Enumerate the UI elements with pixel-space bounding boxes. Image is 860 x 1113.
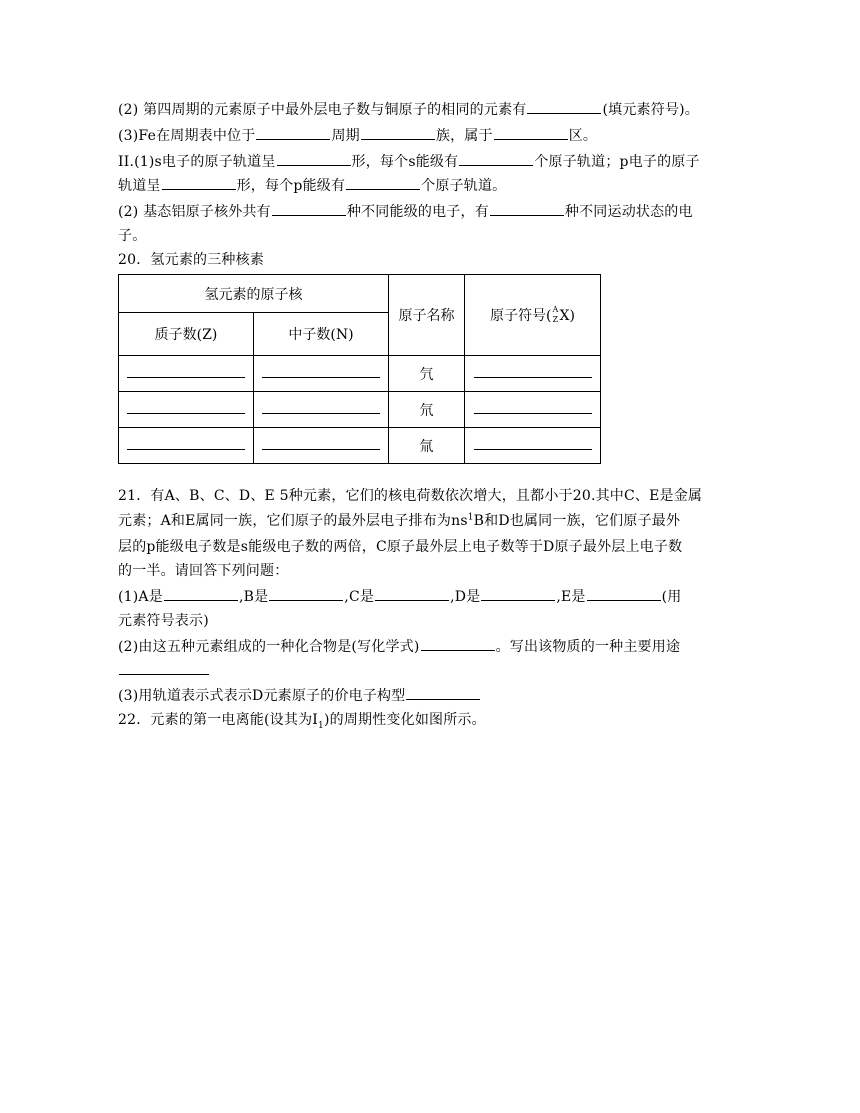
q19-part3: (3)Fe在周期表中位于 周期 族，属于 区。 xyxy=(118,124,738,148)
answer-blank[interactable] xyxy=(262,401,380,414)
answer-blank[interactable] xyxy=(375,585,449,601)
answer-blank[interactable] xyxy=(527,98,601,114)
header-atom-symbol: 原子符号( A Z X) xyxy=(465,275,601,356)
q21-stem-line3: 层的p能级电子数是s能级电子数的两倍，C原子最外层上电子数等于D原子最外层上电子数 xyxy=(118,539,683,555)
q21-part1-line1: (1)A是 ,B是 ,C是 ,D是 ,E是 (用 xyxy=(118,585,738,609)
answer-blank[interactable] xyxy=(474,365,592,378)
q21-stem-line1: 21．有A、B、C、D、E 5种元素，它们的核电荷数依次增大，且都小于20.其中C、E是金属 xyxy=(118,488,703,504)
q19-ii-part2-line2: 子。 xyxy=(118,228,147,244)
answer-blank[interactable] xyxy=(162,174,236,190)
answer-blank[interactable] xyxy=(587,585,661,601)
q19-ii-part2-line1: (2) 基态铝原子核外共有 种不同能级的电子，有 种不同运动状态的电 xyxy=(118,200,738,224)
q19-part2: (2) 第四周期的元素原子中最外层电子数与铜原子的相同的元素有 (填元素符号)。 xyxy=(118,98,738,122)
answer-blank[interactable] xyxy=(421,635,495,651)
answer-blank[interactable] xyxy=(494,124,568,140)
atom-name: 氕 xyxy=(389,356,465,392)
answer-blank[interactable] xyxy=(474,437,592,450)
q21-part2-blank-line xyxy=(118,659,738,683)
q21-stem-line2: 元素；A和E属同一族，它们原子的最外层电子排布为$ns^1B$和D也属同一族，它们原子最外 xyxy=(118,512,681,529)
answer-blank[interactable] xyxy=(262,437,380,450)
answer-blank[interactable] xyxy=(269,585,343,601)
answer-blank[interactable] xyxy=(272,200,346,216)
answer-blank[interactable] xyxy=(164,585,238,601)
q20-title: 20．氢元素的三种核素 xyxy=(118,252,265,268)
q21-part1-line2: 元素符号表示) xyxy=(118,613,209,629)
table-row xyxy=(119,392,601,428)
q21-part3: (3)用轨道表示式表示D元素原子的价电子构型 xyxy=(118,684,738,708)
q21-part2: (2)由这五种元素组成的一种化合物是(写化学式) 。写出该物质的一种主要用途 xyxy=(118,635,738,659)
answer-blank[interactable] xyxy=(490,200,564,216)
answer-blank[interactable] xyxy=(481,585,555,601)
answer-blank[interactable] xyxy=(346,174,420,190)
answer-blank[interactable] xyxy=(119,659,209,675)
header-neutrons: 中子数(N) xyxy=(254,313,389,356)
answer-blank[interactable] xyxy=(406,684,480,700)
answer-blank[interactable] xyxy=(277,150,351,166)
header-protons: 质子数(Z) xyxy=(119,313,254,356)
atom-name: 氚 xyxy=(389,428,465,464)
answer-blank[interactable] xyxy=(459,150,533,166)
answer-blank[interactable] xyxy=(127,401,245,414)
q19-ii-part1-line2: 轨道呈 形，每个p能级有 个原子轨道。 xyxy=(118,174,738,198)
answer-blank[interactable] xyxy=(262,365,380,378)
answer-blank[interactable] xyxy=(474,401,592,414)
header-group: 氢元素的原子核 xyxy=(119,275,389,313)
q21-stem-line4: 的一半。请回答下列问题： xyxy=(118,563,289,579)
answer-blank[interactable] xyxy=(127,365,245,378)
answer-blank[interactable] xyxy=(256,124,330,140)
q19-ii-part1-line1: II.(1)s电子的原子轨道呈 形，每个s能级有 个原子轨道；p电子的原子 xyxy=(118,150,738,174)
q22-stem: 22．元素的第一电离能(设其为$I_1$)的周期性变化如图所示。 xyxy=(118,712,486,731)
hydrogen-nuclides-table xyxy=(118,274,601,464)
answer-blank[interactable] xyxy=(361,124,435,140)
table-row xyxy=(119,428,601,464)
atom-name: 氘 xyxy=(389,392,465,428)
isotope-notation: A Z xyxy=(552,305,559,324)
header-atom-name: 原子名称 xyxy=(389,275,465,356)
answer-blank[interactable] xyxy=(127,437,245,450)
table-row xyxy=(119,356,601,392)
